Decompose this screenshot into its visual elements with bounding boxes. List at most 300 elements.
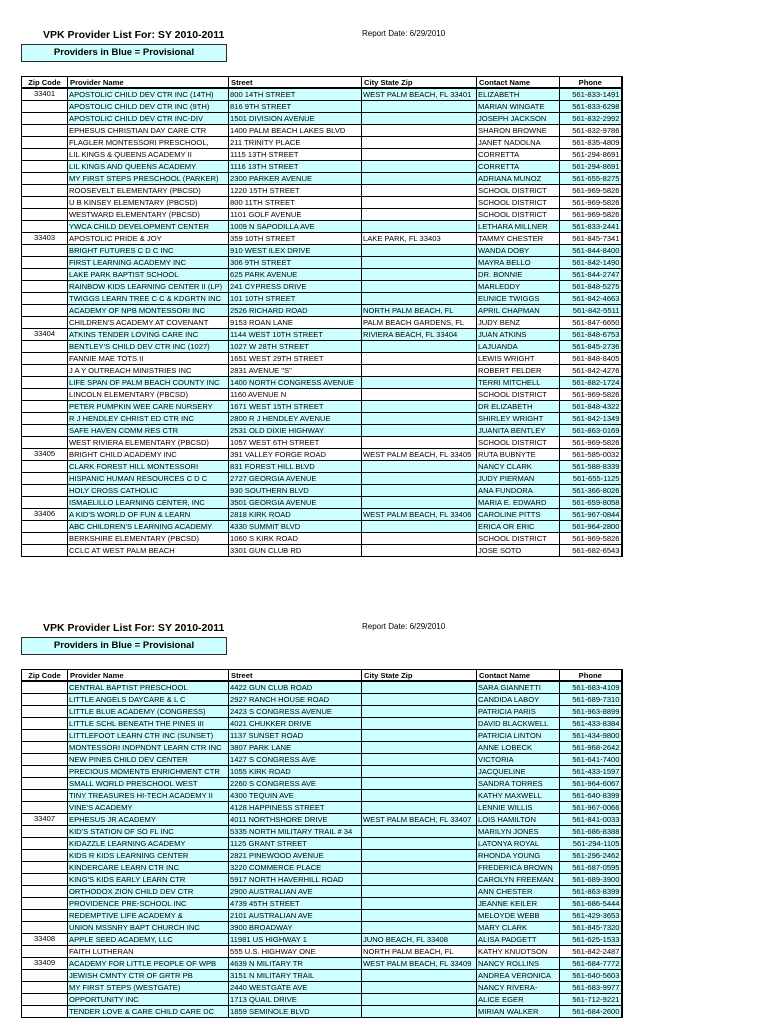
table-row — [22, 329, 622, 341]
contact-name-cell: MIRIAN WALKER — [477, 1006, 560, 1018]
city-state-zip-cell — [362, 221, 477, 233]
provider-name-cell: APOSTOLIC CHILD DEV CTR INC (9TH) — [68, 101, 229, 113]
city-state-zip-cell — [362, 886, 477, 898]
street-cell: 3807 PARK LANE — [229, 742, 362, 754]
phone-cell: 561-848-4322 — [560, 401, 622, 413]
zip-code-cell — [22, 113, 68, 125]
table-row — [22, 533, 622, 545]
street-cell: 2101 AUSTRALIAN AVE — [229, 910, 362, 922]
zip-code-cell — [22, 377, 68, 389]
zip-code-cell — [22, 269, 68, 281]
phone-cell: 561-969-5826 — [560, 437, 622, 449]
provider-name-cell: HOLY CROSS CATHOLIC — [68, 485, 229, 497]
provider-name-cell: SMALL WORLD PRESCHOOL WEST — [68, 778, 229, 790]
provider-name-cell: CENTRAL BAPTIST PRESCHOOL — [68, 681, 229, 694]
phone-cell: 561-689-7310 — [560, 694, 622, 706]
phone-cell: 561-863-0169 — [560, 425, 622, 437]
contact-name-cell: SCHOOL DISTRICT — [477, 389, 560, 401]
zip-code-cell — [22, 778, 68, 790]
zip-code-cell: 33404 — [22, 329, 68, 341]
zip-code-cell — [22, 886, 68, 898]
city-state-zip-cell — [362, 113, 477, 125]
city-state-zip-cell: WEST PALM BEACH, FL 33406 — [362, 509, 477, 521]
table-row — [22, 934, 622, 946]
city-state-zip-cell — [362, 694, 477, 706]
city-state-zip-cell — [362, 497, 477, 509]
street-cell: 11981 US HIGHWAY 1 — [229, 934, 362, 946]
zip-code-cell — [22, 425, 68, 437]
provider-name-cell: ROOSEVELT ELEMENTARY (PBCSD) — [68, 185, 229, 197]
city-state-zip-cell — [362, 970, 477, 982]
zip-code-cell — [22, 353, 68, 365]
provider-name-cell: RAINBOW KIDS LEARNING CENTER II (LP) — [68, 281, 229, 293]
city-state-zip-cell — [362, 790, 477, 802]
street-cell: 4128 HAPPINESS STREET — [229, 802, 362, 814]
table-row — [22, 838, 622, 850]
zip-code-cell: 33408 — [22, 934, 68, 946]
provider-name-cell: HISPANIC HUMAN RESOURCES C D C — [68, 473, 229, 485]
zip-code-cell — [22, 257, 68, 269]
street-cell: 1220 15TH STREET — [229, 185, 362, 197]
provider-table — [21, 669, 623, 1018]
city-state-zip-cell: WEST PALM BEACH, FL 33401 — [362, 88, 477, 101]
city-state-zip-cell — [362, 257, 477, 269]
table-row — [22, 778, 622, 790]
contact-name-cell: VICTORIA — [477, 754, 560, 766]
table-row — [22, 269, 622, 281]
zip-code-cell — [22, 694, 68, 706]
header-row — [22, 670, 622, 682]
street-cell: 1671 WEST 15TH STREET — [229, 401, 362, 413]
phone-cell: 561-625-1533 — [560, 934, 622, 946]
report-page-1 — [0, 29, 768, 569]
contact-name-cell: CANDIDA LABOY — [477, 694, 560, 706]
table-row — [22, 473, 622, 485]
zip-code-cell — [22, 838, 68, 850]
table-row — [22, 826, 622, 838]
zip-code-cell — [22, 922, 68, 934]
phone-cell: 561-433-8384 — [560, 718, 622, 730]
contact-name-cell: WANDA DOBY — [477, 245, 560, 257]
phone-cell: 561-964-6067 — [560, 778, 622, 790]
city-state-zip-cell — [362, 125, 477, 137]
phone-cell: 561-682-6543 — [560, 545, 622, 557]
city-state-zip-cell: RIVIERA BEACH, FL 33404 — [362, 329, 477, 341]
provider-name-header: Provider Name — [68, 77, 229, 89]
phone-cell: 561-641-7400 — [560, 754, 622, 766]
phone-cell: 561-842-4663 — [560, 293, 622, 305]
provider-name-cell: LIL KINGS AND QUEENS ACADEMY — [68, 161, 229, 173]
city-state-zip-cell: WEST PALM BEACH, FL 33407 — [362, 814, 477, 826]
phone-cell: 561-844-2747 — [560, 269, 622, 281]
provider-name-cell: ACADEMY OF NPB MONTESSORI INC — [68, 305, 229, 317]
table-row — [22, 1006, 622, 1018]
provider-name-cell: LITTLE ANGELS DAYCARE & L C — [68, 694, 229, 706]
table-row — [22, 706, 622, 718]
city-state-zip-cell — [362, 437, 477, 449]
zip-code-cell — [22, 850, 68, 862]
city-state-zip-cell — [362, 137, 477, 149]
city-state-zip-cell — [362, 353, 477, 365]
street-cell: 800 14TH STREET — [229, 88, 362, 101]
provider-name-cell: ATKINS TENDER LOVING CARE INC — [68, 329, 229, 341]
phone-cell: 561-683-4109 — [560, 681, 622, 694]
table-row — [22, 173, 622, 185]
city-state-zip-cell — [362, 742, 477, 754]
provider-name-cell: FANNIE MAE TOTS II — [68, 353, 229, 365]
city-state-zip-cell — [362, 281, 477, 293]
table-row — [22, 389, 622, 401]
phone-cell: 561-686-8388 — [560, 826, 622, 838]
street-cell: 3900 BROADWAY — [229, 922, 362, 934]
contact-name-cell: MARY CLARK — [477, 922, 560, 934]
provider-table — [21, 76, 623, 557]
zip-code-cell — [22, 209, 68, 221]
city-state-zip-cell — [362, 413, 477, 425]
phone-cell: 561-588-8339 — [560, 461, 622, 473]
contact-name-cell: SCHOOL DISTRICT — [477, 185, 560, 197]
provider-name-cell: EPHESUS JR ACADEMY — [68, 814, 229, 826]
table-row — [22, 125, 622, 137]
phone-cell: 561-684-7772 — [560, 958, 622, 970]
city-state-zip-cell — [362, 377, 477, 389]
provider-name-cell: OPPORTUNITY INC — [68, 994, 229, 1006]
table-row — [22, 862, 622, 874]
city-state-zip-cell — [362, 149, 477, 161]
phone-cell: 561-841-0033 — [560, 814, 622, 826]
phone-cell: 561-848-6753 — [560, 329, 622, 341]
provisional-legend-banner: Providers in Blue = Provisional — [21, 637, 227, 655]
phone-cell: 561-659-8058 — [560, 497, 622, 509]
contact-name-cell: NANCY ROLLINS — [477, 958, 560, 970]
street-cell: 3151 N MILITARY TRAIL — [229, 970, 362, 982]
phone-cell: 561-296-2462 — [560, 850, 622, 862]
phone-cell: 561-968-2642 — [560, 742, 622, 754]
city-state-zip-cell — [362, 706, 477, 718]
contact-name-cell: ANN CHESTER — [477, 886, 560, 898]
contact-name-cell: ALICE EGER — [477, 994, 560, 1006]
zip-code-cell — [22, 766, 68, 778]
phone-cell: 561-655-8275 — [560, 173, 622, 185]
street-cell: 1427 S CONGRESS AVE — [229, 754, 362, 766]
provider-name-cell: LITTLEFOOT LEARN CTR INC (SUNSET) — [68, 730, 229, 742]
phone-cell: 561-842-4276 — [560, 365, 622, 377]
phone-cell: 561-832-2992 — [560, 113, 622, 125]
table-row — [22, 101, 622, 113]
provider-name-cell: BRIGHT FUTURES C D C INC — [68, 245, 229, 257]
zip-code-cell — [22, 305, 68, 317]
street-cell: 2531 OLD DIXIE HIGHWAY — [229, 425, 362, 437]
city-state-zip-cell — [362, 778, 477, 790]
table-row — [22, 754, 622, 766]
zip-code-cell — [22, 521, 68, 533]
table-row — [22, 317, 622, 329]
report-date: Report Date: 6/29/2010 — [362, 622, 446, 631]
phone-cell: 561-366-8026 — [560, 485, 622, 497]
provider-name-cell: KIDS R KIDS LEARNING CENTER — [68, 850, 229, 862]
contact-name-cell: FREDERICA BROWN — [477, 862, 560, 874]
zip-code-cell — [22, 293, 68, 305]
table-row — [22, 802, 622, 814]
zip-code-cell — [22, 473, 68, 485]
city-state-zip-cell — [362, 826, 477, 838]
phone-header: Phone — [560, 77, 622, 89]
phone-cell: 561-847-6650 — [560, 317, 622, 329]
zip-code-cell — [22, 742, 68, 754]
contact-name-header: Contact Name — [477, 670, 560, 682]
table-row — [22, 886, 622, 898]
contact-name-cell: JUAN ATKINS — [477, 329, 560, 341]
street-cell: 5335 NORTH MILITARY TRAIL # 34 — [229, 826, 362, 838]
street-cell: 4011 NORTHSHORE DRIVE — [229, 814, 362, 826]
street-cell: 930 SOUTHERN BLVD — [229, 485, 362, 497]
table-row — [22, 850, 622, 862]
city-state-zip-cell — [362, 101, 477, 113]
phone-cell: 561-969-5826 — [560, 197, 622, 209]
table-row — [22, 365, 622, 377]
table-row — [22, 545, 622, 557]
contact-name-cell: CORRETTA — [477, 161, 560, 173]
provider-name-cell: BENTLEY'S CHILD DEV CTR INC (1027) — [68, 341, 229, 353]
table-row — [22, 209, 622, 221]
table-row — [22, 377, 622, 389]
street-cell: 4021 CHUKKER DRIVE — [229, 718, 362, 730]
street-cell: 1501 DIVISION AVENUE — [229, 113, 362, 125]
contact-name-cell: SCHOOL DISTRICT — [477, 209, 560, 221]
city-state-zip-cell — [362, 982, 477, 994]
street-cell: 2526 RICHARD ROAD — [229, 305, 362, 317]
city-state-zip-cell — [362, 425, 477, 437]
zip-code-cell — [22, 485, 68, 497]
zip-code-cell — [22, 910, 68, 922]
street-cell: 211 TRINITY PLACE — [229, 137, 362, 149]
table-row — [22, 509, 622, 521]
table-row — [22, 694, 622, 706]
contact-name-cell: LEWIS WRIGHT — [477, 353, 560, 365]
phone-cell: 561-833-6298 — [560, 101, 622, 113]
provider-name-cell: SAFE HAVEN COMM RES CTR — [68, 425, 229, 437]
provider-name-cell: LITTLE BLUE ACADEMY (CONGRESS) — [68, 706, 229, 718]
phone-cell: 561-963-8899 — [560, 706, 622, 718]
zip-code-cell — [22, 281, 68, 293]
street-cell: 2260 S CONGRESS AVE — [229, 778, 362, 790]
zip-code-cell — [22, 437, 68, 449]
phone-cell: 561-294-8691 — [560, 161, 622, 173]
contact-name-cell: APRIL CHAPMAN — [477, 305, 560, 317]
phone-cell: 561-712-9221 — [560, 994, 622, 1006]
table-row — [22, 766, 622, 778]
street-cell: 1160 AVENUE N — [229, 389, 362, 401]
contact-name-cell: TAMMY CHESTER — [477, 233, 560, 245]
contact-name-cell: JUDY PIERMAN — [477, 473, 560, 485]
phone-cell: 561-294-8691 — [560, 149, 622, 161]
report-date: Report Date: 6/29/2010 — [362, 29, 446, 38]
phone-cell: 561-689-3900 — [560, 874, 622, 886]
table-row — [22, 982, 622, 994]
contact-name-cell: MELOYDE WEBB — [477, 910, 560, 922]
city-state-zip-cell — [362, 533, 477, 545]
street-cell: 2818 KIRK ROAD — [229, 509, 362, 521]
contact-name-cell: CAROLYN FREEMAN — [477, 874, 560, 886]
provider-name-cell: PRECIOUS MOMENTS ENRICHMENT CTR — [68, 766, 229, 778]
zip-code-cell — [22, 994, 68, 1006]
zip-code-cell — [22, 365, 68, 377]
zip-code-cell — [22, 341, 68, 353]
table-row — [22, 742, 622, 754]
provider-name-cell: BERKSHIRE ELEMENTARY (PBCSD) — [68, 533, 229, 545]
provider-name-cell: ISMAELILLO LEARNING CENTER, INC — [68, 497, 229, 509]
provider-name-cell: JEWISH CMNTY CTR OF GRTR PB — [68, 970, 229, 982]
contact-name-cell: ADRIANA MUNOZ — [477, 173, 560, 185]
phone-cell: 561-833-1491 — [560, 88, 622, 101]
provider-name-cell: ACADEMY FOR LITTLE PEOPLE OF WPB — [68, 958, 229, 970]
provider-name-cell: ORTHODOX ZION CHILD DEV CTR — [68, 886, 229, 898]
zip-code-header: Zip Code — [22, 670, 68, 682]
provider-name-cell: KINDERCARE LEARN CTR INC — [68, 862, 229, 874]
street-cell: 2727 GEORGIA AVENUE — [229, 473, 362, 485]
city-state-zip-cell — [362, 293, 477, 305]
city-state-zip-cell: PALM BEACH GARDENS, FL — [362, 317, 477, 329]
table-row — [22, 161, 622, 173]
table-row — [22, 341, 622, 353]
street-cell: 2800 R J HENDLEY AVENUE — [229, 413, 362, 425]
zip-code-cell — [22, 533, 68, 545]
phone-cell: 561-429-3653 — [560, 910, 622, 922]
contact-name-cell: MARIA E. EDWARD — [477, 497, 560, 509]
provider-name-cell: LITTLE SCHL BENEATH THE PINES III — [68, 718, 229, 730]
street-cell: 5917 NORTH HAVERHILL ROAD — [229, 874, 362, 886]
zip-code-cell — [22, 317, 68, 329]
city-state-zip-cell — [362, 161, 477, 173]
phone-cell: 561-687-0595 — [560, 862, 622, 874]
city-state-zip-cell — [362, 389, 477, 401]
contact-name-cell: EUNICE TWIGGS — [477, 293, 560, 305]
street-cell: 1115 13TH STREET — [229, 149, 362, 161]
table-row — [22, 898, 622, 910]
provider-name-cell: UNION MSSNRY BAPT CHURCH INC — [68, 922, 229, 934]
provider-name-cell: TENDER LOVE & CARE CHILD CARE DC — [68, 1006, 229, 1018]
table-row — [22, 958, 622, 970]
street-cell: 1651 WEST 29TH STREET — [229, 353, 362, 365]
city-state-zip-cell — [362, 341, 477, 353]
zip-code-cell — [22, 862, 68, 874]
provider-name-cell: FLAGLER MONTESSORI PRESCHOOL, — [68, 137, 229, 149]
city-state-zip-cell — [362, 681, 477, 694]
table-row — [22, 461, 622, 473]
contact-name-cell: JANET NADOLNA — [477, 137, 560, 149]
phone-cell: 561-433-1597 — [560, 766, 622, 778]
phone-cell: 561-585-0032 — [560, 449, 622, 461]
provider-name-cell: APOSTOLIC CHILD DEV CTR INC-DIV — [68, 113, 229, 125]
city-state-zip-cell — [362, 730, 477, 742]
street-cell: 1057 WEST 6TH STREET — [229, 437, 362, 449]
phone-cell: 561-967-0066 — [560, 802, 622, 814]
table-row — [22, 485, 622, 497]
city-state-zip-cell — [362, 850, 477, 862]
phone-cell: 561-640-8399 — [560, 790, 622, 802]
zip-code-cell — [22, 1006, 68, 1018]
provider-name-cell: PROVIDENCE PRE-SCHOOL INC — [68, 898, 229, 910]
contact-name-cell: SARA GIANNETTI — [477, 681, 560, 694]
table-row — [22, 88, 622, 101]
provider-name-header: Provider Name — [68, 670, 229, 682]
table-row — [22, 305, 622, 317]
phone-cell: 561-833-2441 — [560, 221, 622, 233]
table-row — [22, 994, 622, 1006]
contact-name-cell: SANDRA TORRES — [477, 778, 560, 790]
street-cell: 555 U.S. HIGHWAY ONE — [229, 946, 362, 958]
city-state-zip-header: City State Zip — [362, 77, 477, 89]
street-cell: 2300 PARKER AVENUE — [229, 173, 362, 185]
provider-name-cell: A KID'S WORLD OF FUN & LEARN — [68, 509, 229, 521]
contact-name-cell: LOIS HAMILTON — [477, 814, 560, 826]
street-header: Street — [229, 77, 362, 89]
city-state-zip-cell — [362, 718, 477, 730]
contact-name-cell: ERICA OR ERIC — [477, 521, 560, 533]
table-row — [22, 910, 622, 922]
street-cell: 910 WEST ILEX DRIVE — [229, 245, 362, 257]
provisional-legend-banner: Providers in Blue = Provisional — [21, 44, 227, 62]
city-state-zip-cell — [362, 269, 477, 281]
street-cell: 1027 W 28TH STREET — [229, 341, 362, 353]
table-row — [22, 946, 622, 958]
phone-cell: 561-640-5603 — [560, 970, 622, 982]
contact-name-cell: LAJUANDA — [477, 341, 560, 353]
table-row — [22, 437, 622, 449]
provider-name-cell: REDEMPTIVE LIFE ACADEMY & — [68, 910, 229, 922]
city-state-zip-cell — [362, 922, 477, 934]
table-row — [22, 790, 622, 802]
city-state-zip-cell — [362, 473, 477, 485]
zip-code-cell — [22, 197, 68, 209]
phone-cell: 561-842-2487 — [560, 946, 622, 958]
zip-code-cell — [22, 161, 68, 173]
table-row — [22, 922, 622, 934]
contact-name-cell: JEANNE KEILER — [477, 898, 560, 910]
street-cell: 359 10TH STREET — [229, 233, 362, 245]
contact-name-cell: ANA FUNDORA — [477, 485, 560, 497]
zip-code-cell: 33406 — [22, 509, 68, 521]
contact-name-cell: CORRETTA — [477, 149, 560, 161]
contact-name-cell: TERRI MITCHELL — [477, 377, 560, 389]
contact-name-cell: ANDREA VERONICA — [477, 970, 560, 982]
contact-name-cell: LATONYA ROYAL — [477, 838, 560, 850]
contact-name-cell: LETHARA MILLNER — [477, 221, 560, 233]
street-cell: 831 FOREST HILL BLVD — [229, 461, 362, 473]
street-cell: 1400 PALM BEACH LAKES BLVD — [229, 125, 362, 137]
table-row — [22, 293, 622, 305]
table-row — [22, 497, 622, 509]
zip-code-cell — [22, 681, 68, 694]
street-cell: 1060 S KIRK ROAD — [229, 533, 362, 545]
phone-cell: 561-882-1724 — [560, 377, 622, 389]
report-title: VPK Provider List For: SY 2010-2011 — [43, 622, 225, 634]
city-state-zip-cell — [362, 197, 477, 209]
phone-cell: 561-845-7320 — [560, 922, 622, 934]
street-cell: 4422 GUN CLUB ROAD — [229, 681, 362, 694]
street-cell: 800 11TH STREET — [229, 197, 362, 209]
provider-name-cell: TINY TREASURES HI-TECH ACADEMY II — [68, 790, 229, 802]
table-row — [22, 113, 622, 125]
city-state-zip-cell — [362, 898, 477, 910]
street-cell: 1144 WEST 10TH STREET — [229, 329, 362, 341]
zip-code-cell — [22, 946, 68, 958]
contact-name-cell: JACQUELINE — [477, 766, 560, 778]
provider-name-cell: U B KINSEY ELEMENTARY (PBCSD) — [68, 197, 229, 209]
street-cell: 2821 PINEWOOD AVENUE — [229, 850, 362, 862]
header-row — [22, 77, 622, 89]
city-state-zip-cell — [362, 874, 477, 886]
